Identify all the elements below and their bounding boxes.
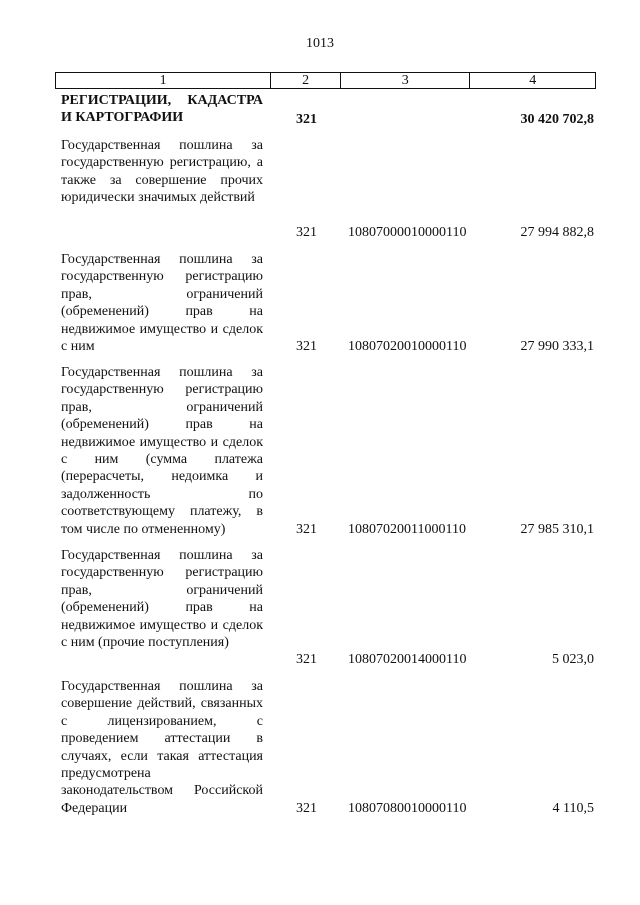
row-budget-code: 10807080010000110: [348, 800, 467, 816]
row-admin-code: 321: [296, 651, 317, 667]
column-header-4: 4: [529, 73, 537, 88]
row-description: Государственная пошлина за государственную регистрацию прав, ограничений (обременений) прав на недвижимое имущество и сделок с ним: [61, 252, 263, 355]
row-budget-code: 10807020010000110: [348, 338, 467, 354]
table-row: [0, 547, 640, 668]
org-title: РЕГИСТРАЦИИ, КАДАСТРА И КАРТОГРАФИИ: [61, 93, 263, 126]
page-number: 1013: [306, 36, 334, 51]
table-row: [0, 137, 640, 241]
row-amount: 5 023,0: [552, 651, 594, 667]
row-description: Государственная пошлина за совершение действий, связанных с лицензированием, с проведением аттестации в случаях, если такая аттестация предусмотрена законодательством Российской Федерации: [61, 679, 263, 816]
table-row: [0, 678, 640, 817]
row-admin-code: 321: [296, 521, 317, 537]
row-admin-code: 321: [296, 338, 317, 354]
row-budget-code: 10807000010000110: [348, 224, 467, 240]
column-header-1: 1: [56, 73, 271, 88]
org-admin-code: 321: [296, 111, 317, 127]
row-budget-code: 10807020014000110: [348, 651, 467, 667]
row-admin-code: 321: [296, 800, 317, 816]
row-budget-code: 10807020011000110: [348, 521, 466, 537]
row-amount: 27 990 333,1: [520, 338, 594, 354]
row-amount: 27 985 310,1: [520, 521, 594, 537]
row-amount: 4 110,5: [552, 800, 594, 816]
table-row: [0, 364, 640, 538]
row-amount: 27 994 882,8: [520, 224, 594, 240]
table-column-headers: [55, 72, 596, 89]
row-description: Государственная пошлина за государственную регистрацию прав, ограничений (обременений) прав на недвижимое имущество и сделок с ним (прочие поступления): [61, 548, 263, 651]
row-admin-code: 321: [296, 224, 317, 240]
row-description: Государственная пошлина за государственную регистрацию, а также за совершение прочих юридически значимых действий: [61, 138, 263, 206]
column-header-3: 3: [341, 73, 471, 88]
org-total-amount: 30 420 702,8: [520, 111, 594, 127]
row-description: Государственная пошлина за государственную регистрацию прав, ограничений (обременений) прав на недвижимое имущество и сделок с ним (сумма платежа (перерасчеты, недоимка и задолженность по соответствующему платежу, в том числе по отмененному): [61, 365, 263, 537]
org-row: [0, 92, 640, 128]
table-row: [0, 251, 640, 355]
column-header-2: 2: [271, 73, 341, 88]
